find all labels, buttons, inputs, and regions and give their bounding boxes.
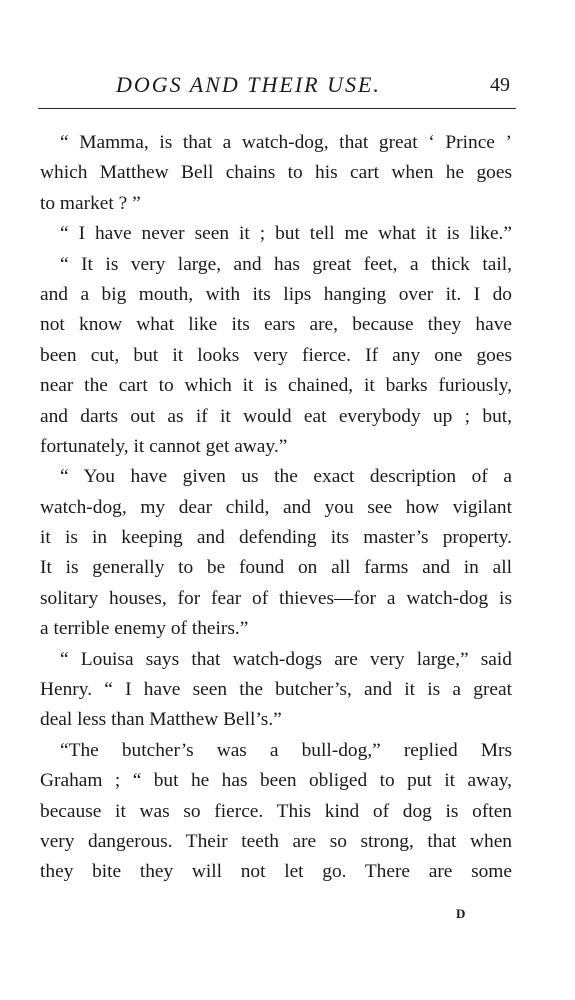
text-line: been cut, but it looks very fierce. If any one goes [40,344,512,366]
body-text [40,128,512,888]
text-line: It is generally to be found on all farms and in all [40,557,512,579]
text-line: a terrible enemy of theirs.” [40,618,249,640]
running-title: DOGS AND THEIR USE. [116,72,381,97]
text-line: watch-dog, my dear child, and you see how vigilant [40,496,512,518]
text-line: “ You have given us the exact description of a [60,466,512,488]
text-line: near the cart to which it is chained, it barks furiously, [40,375,512,397]
page-header [38,72,516,104]
text-line: and darts out as if it would eat everybody up ; but, [40,405,512,427]
page-number: 49 [490,74,510,96]
header-rule [38,108,516,109]
signature-mark: D [456,906,466,921]
text-line: to market ? ” [40,192,141,214]
text-line: very dangerous. Their teeth are so strong, that when [40,830,512,852]
text-line: which Matthew Bell chains to his cart when he goes [40,162,512,184]
text-line: “ Louisa says that watch-dogs are very large,” said [60,648,512,670]
text-line: because it was so fierce. This kind of dog is often [40,800,512,822]
text-line: Graham ; “ but he has been obliged to put it away, [40,770,512,792]
text-line: and a big mouth, with its lips hanging over it. I do [40,283,512,305]
text-line: “The butcher’s was a bull-dog,” replied Mrs [60,739,512,761]
text-line: “ It is very large, and has great feet, a thick tail, [60,253,512,275]
text-line: it is in keeping and defending its master’s property. [40,527,512,549]
text-line: solitary houses, for fear of thieves—for a watch-dog is [40,587,512,609]
text-line: “ Mamma, is that a watch-dog, that great ‘ Prince ’ [60,132,512,153]
text-line: they bite they will not let go. There are some [40,861,512,883]
text-line: fortunately, it cannot get away.” [40,435,288,457]
text-line: “ I have never seen it ; but tell me what it is like.” [60,223,512,245]
text-line: not know what like its ears are, because they have [40,314,512,336]
text-line: deal less than Matthew Bell’s.” [40,709,282,731]
text-line: Henry. “ I have seen the butcher’s, and it is a great [40,679,512,701]
